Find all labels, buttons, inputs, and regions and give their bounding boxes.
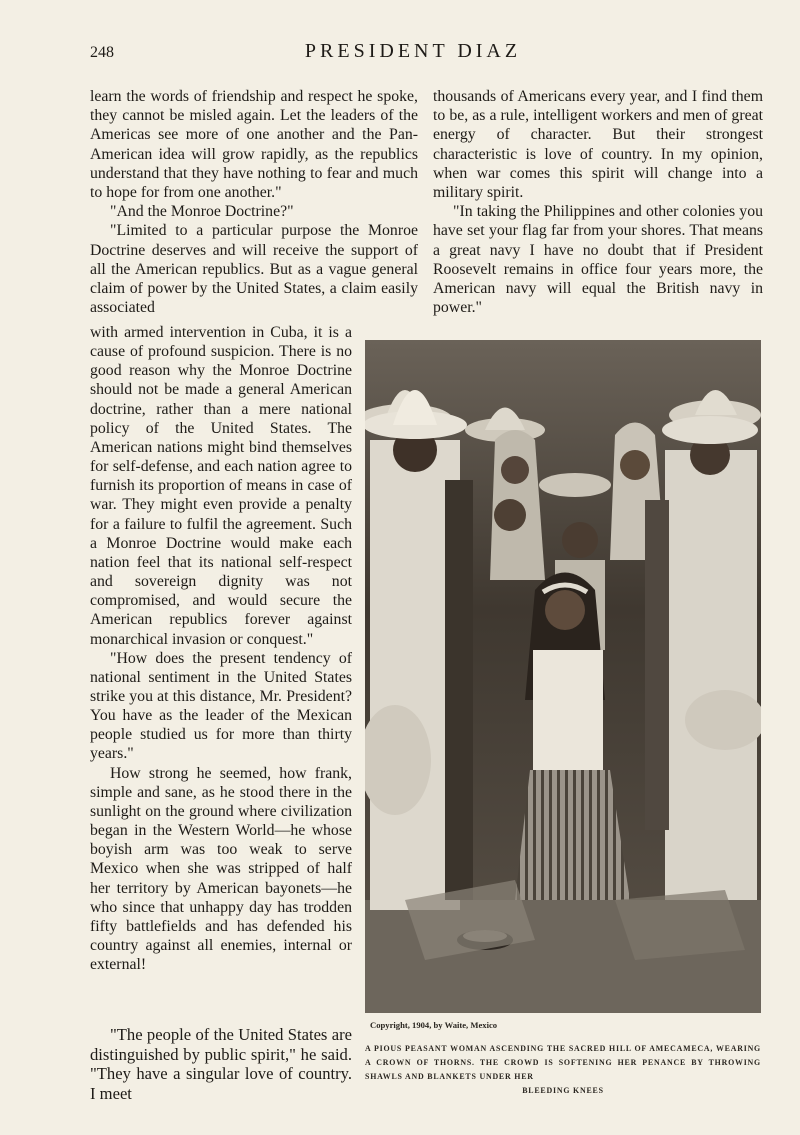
paragraph: thousands of Americans every year, and I find them to be, as a rule, intelligent workers and men of great energy of character. But their strongest characteristic is love of country. In my opinion, when war comes this spirit will change into a military spirit. (433, 88, 763, 202)
page-number: 248 (90, 44, 114, 61)
paragraph: "The people of the United States are distinguished by public spirit," he said. "They have a singular love of country. I meet (90, 1025, 352, 1103)
paragraph: "How does the present tendency of national sentiment in the United States strike you at this distance, Mr. President? You have as the leader of the Mexican people studied us for more than thirty years." (90, 649, 352, 763)
paragraph: with armed intervention in Cuba, it is a cause of profound suspicion. There is no good reason why the Monroe Doctrine should not be made a general American doctrine, rather than a mere national policy of the United States. The American nations might bind themselves for self-defense, and each nation agree to furnish its proportion of means in case of war. They might even provide a penalty for a failure to fulfil the agreement. Such a Monroe Doctrine would make each nation feel that its national self-respect and sovereign dignity was not compromised, and would secure the American republics forever against monarchical invasion or conquest." (90, 324, 352, 648)
running-title: PRESIDENT DIAZ (304, 40, 522, 62)
caption-last-line: BLEEDING KNEES (522, 1086, 604, 1095)
photo-credit: Copyright, 1904, by Waite, Mexico (370, 1020, 498, 1030)
paragraph: How strong he seemed, how frank, simple and sane, as he stood there in the sunlight on the ground where civilization began in the Western World—he whose boyish arm was too weak to serve Mexico when she was stripped of half her territory by American bayonets—he who since that unhappy day has trodden fifty battlefields and has defended his country against all enemies, internal or external! (90, 764, 352, 974)
caption-text: A PIOUS PEASANT WOMAN ASCENDING THE SACRED HILL OF AMECAMECA, WEARING A CROWN OF THORNS. THE CROWD IS SOFTENING HER PENANCE BY THROWING SHAWLS AND BLANKETS UNDER HER (365, 1044, 761, 1081)
left-column-top (90, 87, 418, 317)
right-column (433, 87, 763, 317)
photograph-illustration (365, 340, 761, 1013)
paragraph: "And the Monroe Doctrine?" (110, 203, 294, 221)
figure-caption (365, 1042, 761, 1098)
left-column-bottom (90, 1025, 352, 1103)
paragraph: learn the words of friendship and respect he spoke, they cannot be misled again. Let the leaders of the Americas see more of one another and the Pan-American idea will grow rapidly, as the republics understand that they have nothing to fear and much to hope for from one another." (90, 88, 418, 202)
paragraph: "Limited to a particular purpose the Monroe Doctrine deserves and will receive the support of all the American republics. But as a vague general claim of power by the United States, a claim easily associated (90, 222, 418, 317)
left-column-narrow (90, 323, 352, 974)
photograph (365, 340, 761, 1013)
paragraph: "In taking the Philippines and other colonies you have set your flag far from your shores. That means a great navy I have no doubt that if President Roosevelt remains in office four years more, the American navy will equal the British navy in power." (433, 203, 763, 317)
